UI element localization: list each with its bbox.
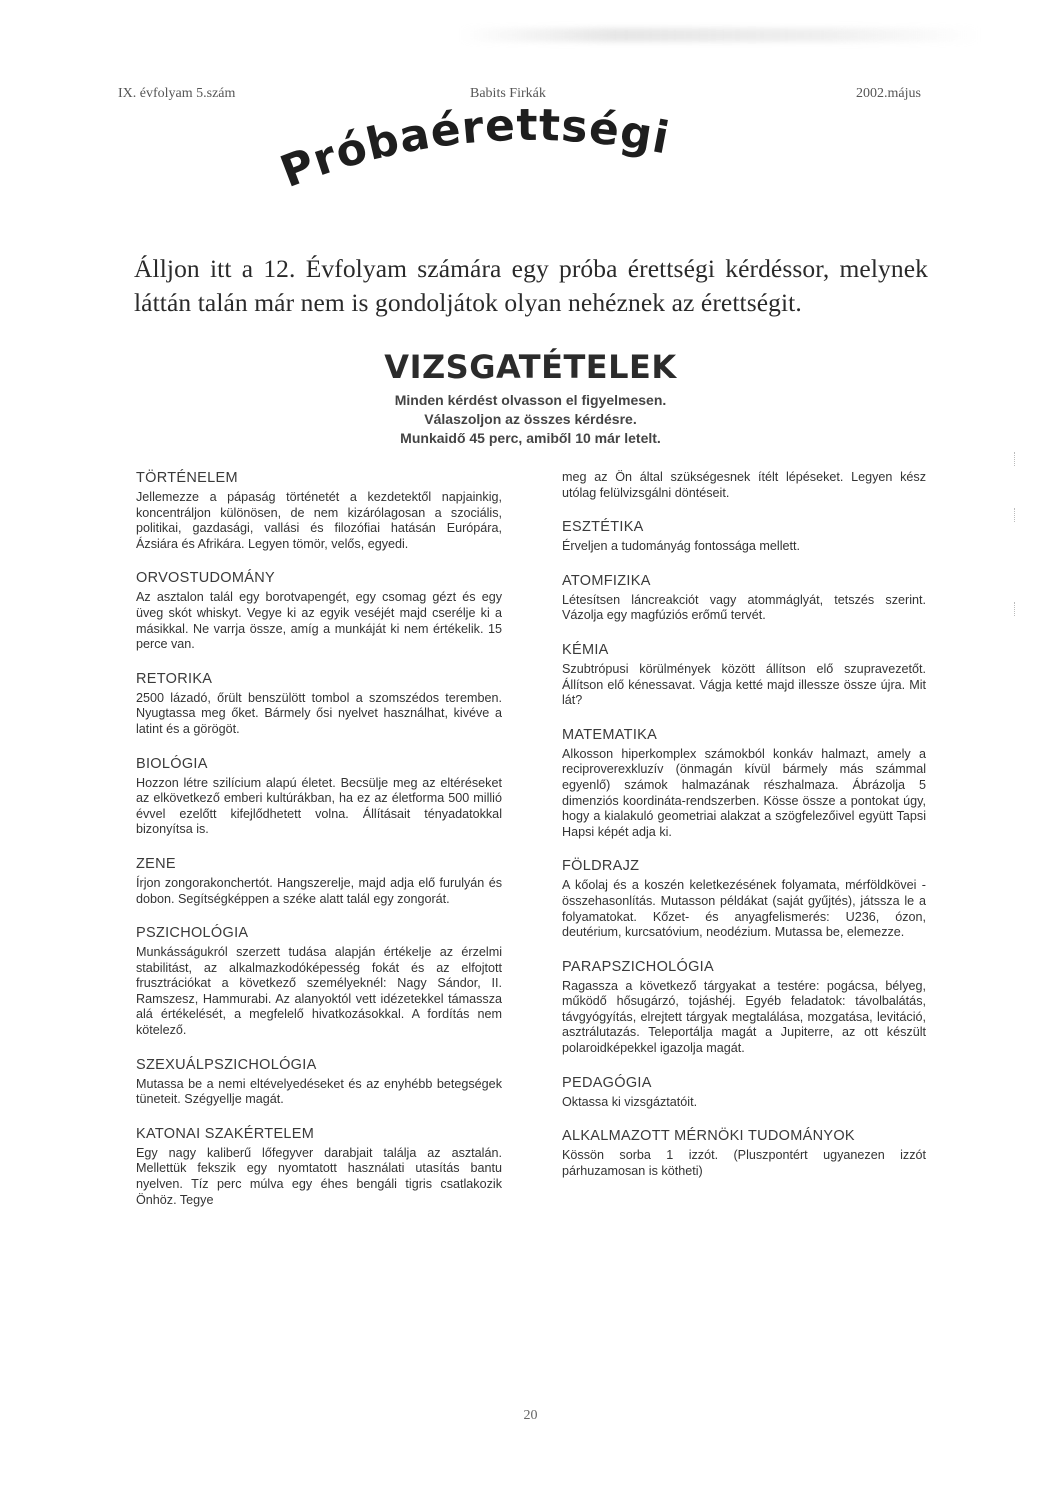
section-parapszichologia bbox=[562, 959, 926, 1057]
svg-text:Próbaérettségi bbox=[274, 100, 674, 198]
section-body: Munkásságukról szerzett tudása alapján értékelje az érzelmi stabilitást, az alkalmazkodóképesség fokát és az elfojtott frusztrációkat a következő személyeknél: Nagy Sándor, II. Ramszesz, Hammurabi. Az alanyoktól vett idézetekkel támassza alá értékelését, a megfelelő hivatkozásokkal. A fordítás nem kötelező. bbox=[136, 945, 502, 1038]
section-title: PSZICHOLÓGIA bbox=[136, 925, 249, 942]
section-katonai-szakertelem bbox=[136, 1126, 502, 1208]
exam-title: VIZSGATÉTELEK bbox=[384, 348, 677, 386]
page-number: 20 bbox=[523, 1408, 538, 1423]
section-body: Érveljen a tudományág fontossága mellett. bbox=[562, 539, 801, 554]
section-title: ATOMFIZIKA bbox=[562, 572, 651, 589]
section-title: BIOLÓGIA bbox=[136, 755, 208, 772]
section-title: KÉMIA bbox=[562, 641, 609, 658]
section-title: TÖRTÉNELEM bbox=[136, 470, 238, 486]
section-title: KATONAI SZAKÉRTELEM bbox=[136, 1125, 315, 1142]
scan-mark bbox=[1014, 452, 1019, 466]
exam-instruction-1: Minden kérdést olvasson el figyelmesen. bbox=[394, 392, 667, 408]
section-body: Az asztalon talál egy borotvapengét, egy csomag gézt és egy üveg skót whiskyt. Vegye ki az egyik veséjét majd cserélje ki a másikkal. Ne varrja össze, amíg a munkáját ki nem értékelik. 15 perce van. bbox=[136, 590, 502, 652]
section-matematika bbox=[562, 727, 926, 841]
scan-mark bbox=[1014, 508, 1019, 522]
section-title: MATEMATIKA bbox=[562, 726, 658, 743]
section-body: Mutassa be a nemi eltévelyedéseket és az enyhébb betegségek tüneteit. Szégyellje magát. bbox=[136, 1076, 502, 1107]
section-body: A kőolaj és a koszén keletkezésének folyamata, mérföldkövei - összehasonlítás. Mutasson példákat (saját gyűjtés), játssza le a folyamatokat. Kőzet- és anyagfelismerés: U236, ózon, deutérium, kurcsatóvium, neodézium. Mutassa be, elemezze. bbox=[562, 878, 926, 940]
section-body: Jellemezze a pápaság történetét a kezdetektől napjainkig, koncentráljon különösen, de nem kizárólagosan a szociális, politikai, gazdasági, vallási és filozófiai hatásán Európára, Ázsiára és Afrikára. Legyen tömör, velős, egyedi. bbox=[136, 490, 502, 551]
scan-artifact bbox=[460, 28, 980, 42]
scan-mark bbox=[1014, 602, 1019, 616]
section-title: RETORIKA bbox=[136, 670, 213, 687]
section-body: 2500 lázadó, őrült benszülött tombol a szomszédos teremben. Nyugtassa meg őket. Bármely ősi nyelvet használhat, kivéve a latint és a görögöt. bbox=[136, 690, 502, 736]
section-pedagogia bbox=[562, 1075, 926, 1111]
section-title: ZENE bbox=[136, 855, 176, 872]
section-orvostudomany bbox=[136, 570, 502, 652]
exam-instruction-2: Válaszoljon az összes kérdésre. bbox=[424, 411, 637, 427]
section-retorika bbox=[136, 671, 502, 738]
wordart-title bbox=[270, 100, 790, 210]
continued-text: meg az Ön által szükségesnek ítélt lépéseket. Legyen kész utólag felülvizsgálni döntéseit. bbox=[562, 470, 926, 500]
section-atomfizika bbox=[562, 573, 926, 624]
section-body: Kössön sorba 1 izzót. (Pluszpontért ugyanezen izzót párhuzamosan is kötheti) bbox=[562, 1148, 926, 1178]
section-biologia bbox=[136, 756, 502, 838]
issue-label: IX. évfolyam 5.szám bbox=[118, 86, 236, 101]
section-title: ALKALMAZOTT MÉRNÖKI TUDOMÁNYOK bbox=[562, 1128, 855, 1145]
section-body: Oktassa ki vizsgáztatóit. bbox=[562, 1094, 698, 1109]
section-foldrajz bbox=[562, 858, 926, 940]
section-pszichologia bbox=[136, 925, 502, 1039]
section-title: PARAPSZICHOLÓGIA bbox=[562, 958, 714, 975]
section-alkalmazott-mernoki bbox=[562, 1128, 926, 1179]
exam-instruction-3: Munkaidő 45 perc, amiből 10 már letelt. bbox=[400, 430, 661, 446]
section-body: Létesítsen láncreakciót vagy atommáglyát, tetszés szerint. Vázolja egy magfúziós erőmű tervét. bbox=[562, 592, 926, 623]
section-zene bbox=[136, 856, 502, 907]
wordart-title-text: Próbaérettségi bbox=[273, 100, 674, 199]
section-body: Ragassza a következő tárgyakat a testére: pogácsa, bélyeg, működő hősugárzó, tojáshéj. Egyéb feladatok: távolbalátás, távgyógyítás, elrejtett tárgyak megtalálása, mozgatása, levitáció, asztrálutazás. Teleportálja magát a Jupiterre, az ott készült polaroidképekkel igazolja magát. bbox=[562, 978, 926, 1056]
section-body: Hozzon létre szilícium alapú életet. Becsülje meg az eltéréseket az elkövetkező emberi kultúrákban, ha ez az életforma 500 millió évvel ezelőtt kifejlődhetett volna. Állításait tényadatokkal bizonyítsa is. bbox=[136, 775, 502, 837]
section-title: ESZTÉTIKA bbox=[562, 519, 644, 536]
section-body: Alkosson hiperkomplex számokból konkáv halmazt, amely a reciproverexkluzív (önmagán kívül bármely más számmal egyenlő) számok halmazának részhalmaza. Ábrázolja 5 dimenziós koordináta-rendszerben. Kösse össze a pontokat úgy, hogy a kialakuló geometriai alakzat a szögfelezőivel együtt Tapsi Hapsi képét adja ki. bbox=[562, 746, 926, 839]
intro-paragraph: Álljon itt a 12. Évfolyam számára egy próba érettségi kérdéssor, melynek láttán talán már nem is gondoljátok olyan nehéznek az érettségit. bbox=[134, 253, 928, 317]
right-column bbox=[562, 470, 926, 1197]
section-title: ORVOSTUDOMÁNY bbox=[136, 570, 275, 587]
section-kemia bbox=[562, 642, 926, 709]
section-szexualpszichologia bbox=[136, 1057, 502, 1108]
section-body: Egy nagy kaliberű lőfegyver darabjait találja az asztalán. Mellettük fekszik egy nyomtatott használati utasítás bantu nyelven. Tíz perc múlva egy éhes bengáli tigris csatlakozik Önhöz. Tegye bbox=[136, 1145, 502, 1207]
section-body: Írjon zongorakonchertót. Hangszerelje, majd adja elő furulyán és dobon. Segítségképpen a széke alatt talál egy zongorát. bbox=[136, 875, 502, 906]
left-column bbox=[136, 470, 502, 1226]
section-tortenelem bbox=[136, 470, 502, 552]
section-title: SZEXUÁLPSZICHOLÓGIA bbox=[136, 1056, 317, 1073]
section-title: FÖLDRAJZ bbox=[562, 858, 640, 875]
section-title: PEDAGÓGIA bbox=[562, 1074, 652, 1091]
publication-name: Babits Firkák bbox=[470, 86, 546, 101]
section-esztetika bbox=[562, 519, 926, 555]
section-body: Szubtrópusi körülmények között állítson elő szupravezetőt. Állítson elő kénessavat. Vágja ketté majd illessze össze újra. Mit lát? bbox=[562, 661, 926, 708]
issue-date: 2002.május bbox=[856, 86, 921, 101]
